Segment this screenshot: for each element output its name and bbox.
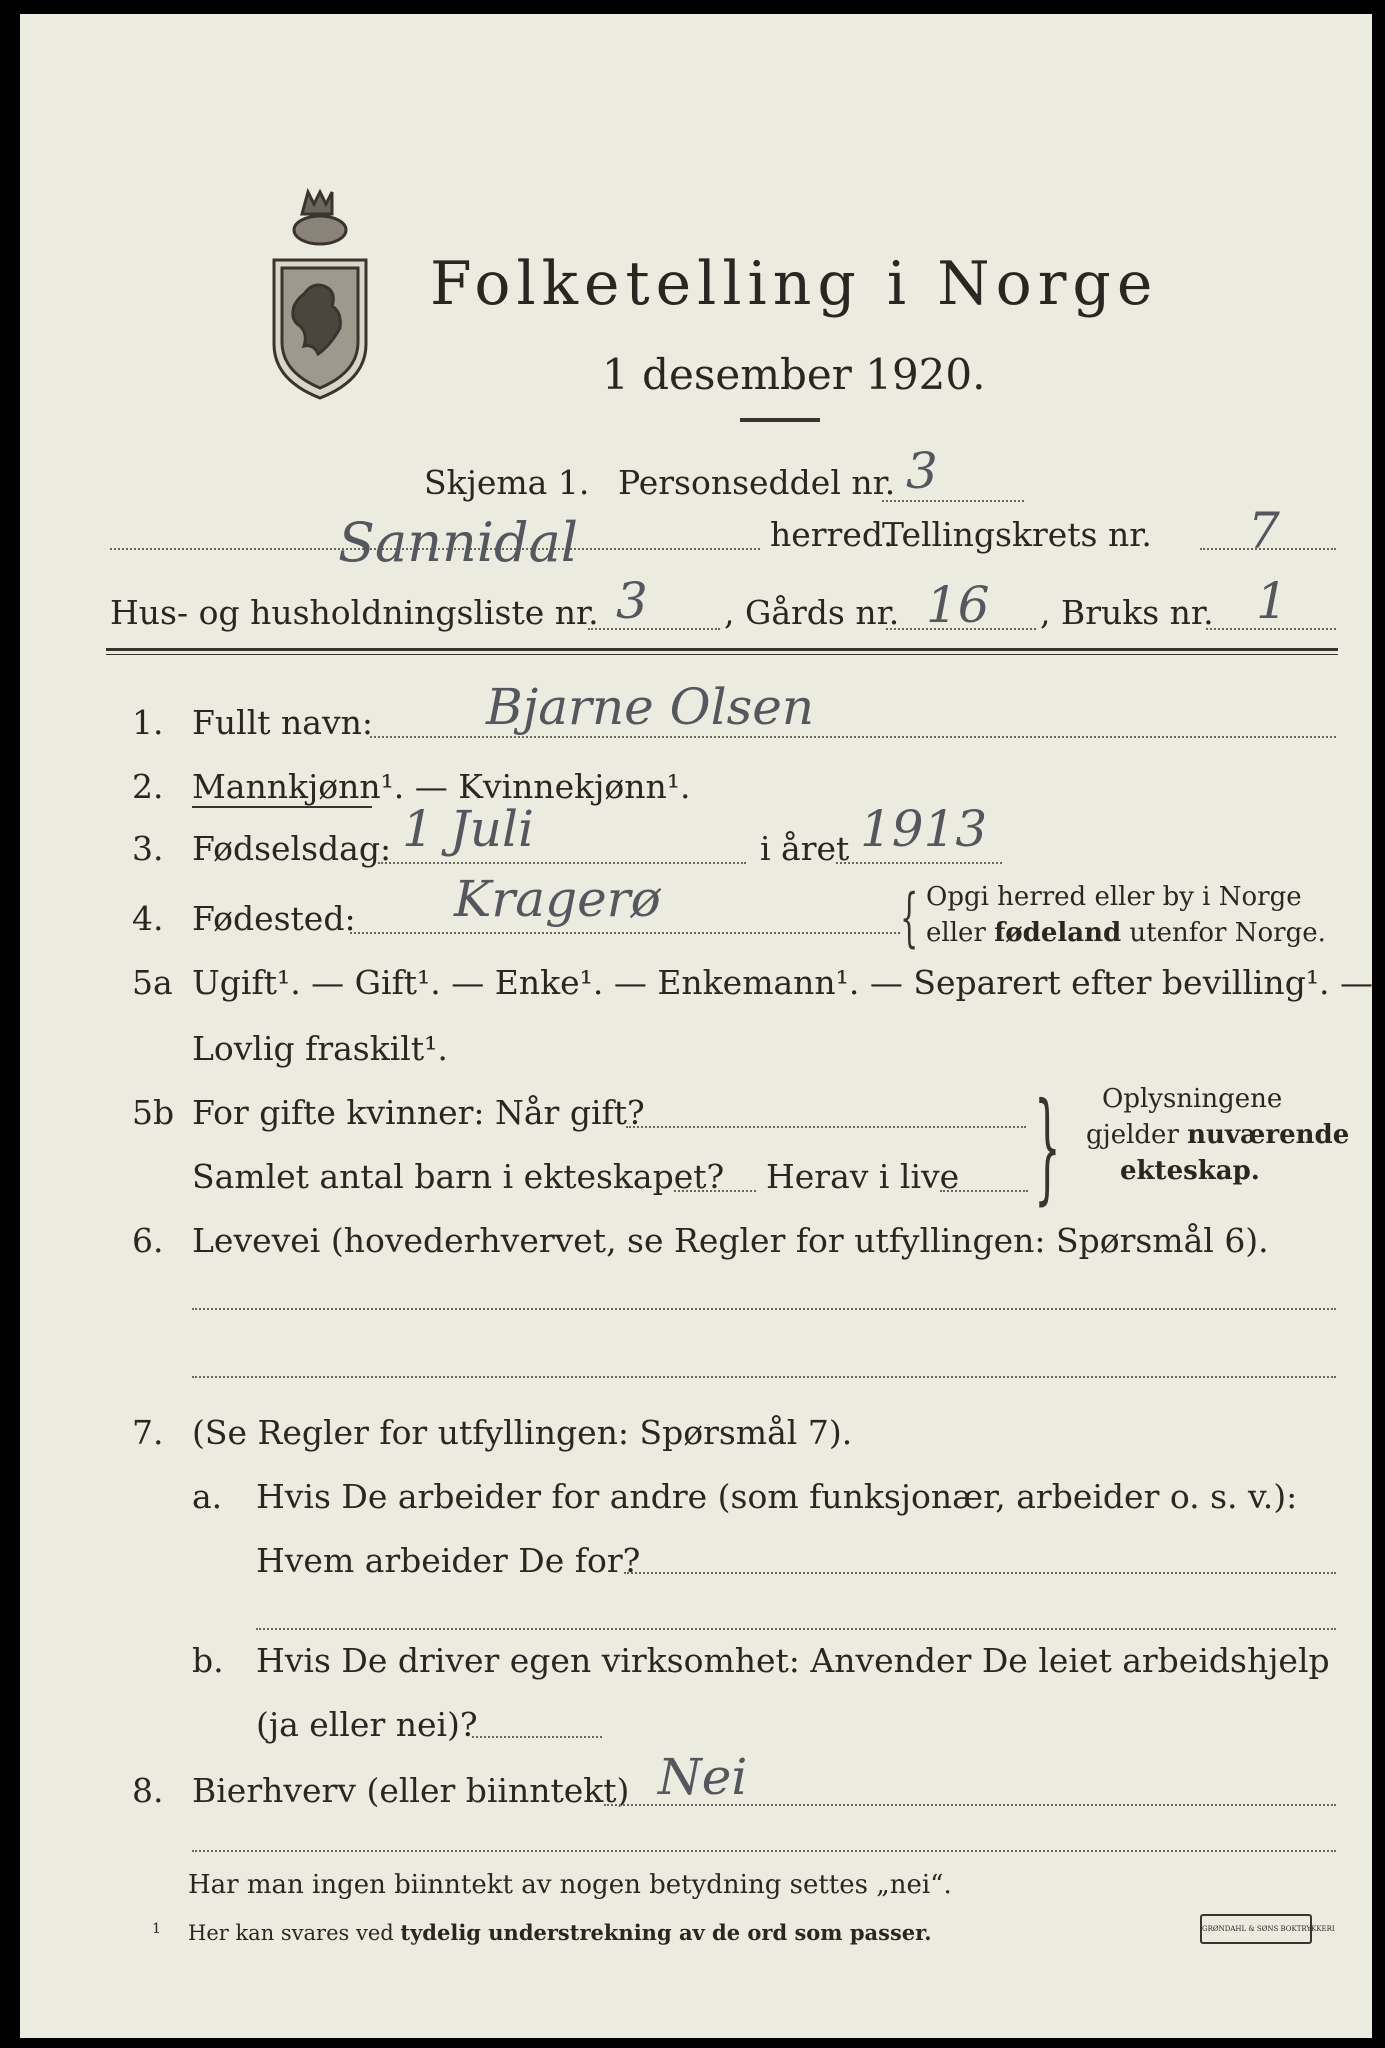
printer-stamp: GRØNDAHL & SØNS BOKTRYKKERI <box>1200 1914 1312 1944</box>
q6-field-line-1 <box>192 1308 1336 1310</box>
q3-year-value: 1913 <box>860 800 988 858</box>
q3-field-line <box>378 862 746 864</box>
q5b-line2: Samlet antal barn i ekteskapet? <box>192 1157 725 1196</box>
coat-of-arms-icon <box>260 184 380 404</box>
q5b-children-field-line <box>674 1190 756 1192</box>
gards-value: 16 <box>926 576 990 634</box>
q8-field-line-2 <box>192 1850 1336 1852</box>
q8-label: Bierhverv (eller biinntekt) <box>192 1771 630 1810</box>
q7-label: (Se Regler for utfyllingen: Spørsmål 7). <box>192 1413 853 1452</box>
bruks-label: , Bruks nr. <box>1040 593 1214 632</box>
q8-note: Har man ingen biinntekt av nogen betydning settes „nei“. <box>188 1870 952 1900</box>
personseddel-value: 3 <box>906 442 938 500</box>
q5a-number: 5a <box>132 963 173 1002</box>
page-title: Folketelling i Norge <box>430 249 1159 319</box>
q6-label: Levevei (hovederhvervet, se Regler for utfyllingen: Spørsmål 6). <box>192 1221 1269 1260</box>
personseddel-label: Personseddel nr. <box>618 463 896 502</box>
q5b-note-brace: } <box>1034 1078 1061 1217</box>
q5b-number: 5b <box>132 1093 175 1132</box>
q5b-note-line2: gjelder nuværende <box>1086 1120 1350 1150</box>
q5b-line2b: Herav i live <box>766 1157 960 1196</box>
q4-value: Kragerø <box>454 870 661 928</box>
q6-field-line-2 <box>192 1376 1336 1378</box>
q3-value: 1 Juli <box>402 800 534 858</box>
q1-number: 1. <box>132 703 164 742</box>
q5b-line1: For gifte kvinner: Når gift? <box>192 1093 645 1132</box>
husliste-field-line <box>588 628 720 630</box>
q2-label: Mannkjønn¹. — Kvinnekjønn¹. <box>192 767 691 806</box>
footnote-marker: 1 <box>152 1921 161 1937</box>
q1-field-line <box>370 736 1336 738</box>
q7a-line1: Hvis De arbeider for andre (som funksjonær, arbeider o. s. v.): <box>256 1477 1298 1516</box>
q2-number: 2. <box>132 767 164 806</box>
q7-number: 7. <box>132 1413 164 1452</box>
tellingskrets-label: Tellingskrets nr. <box>882 515 1152 554</box>
q1-value: Bjarne Olsen <box>486 678 815 736</box>
paper-sheet <box>20 14 1372 2038</box>
q4-label: Fødested: <box>192 899 356 938</box>
header-rule <box>106 648 1338 651</box>
q7a-field-line-1 <box>624 1572 1336 1574</box>
q4-number: 4. <box>132 899 164 938</box>
q5b-alive-field-line <box>940 1190 1028 1192</box>
q8-value: Nei <box>658 1748 748 1806</box>
q7b-line2: (ja eller nei)? <box>256 1705 478 1744</box>
q6-number: 6. <box>132 1221 164 1260</box>
q3-year-label: i året <box>760 829 850 868</box>
gards-label: , Gårds nr. <box>724 593 900 632</box>
q4-field-line <box>350 932 900 934</box>
q7a-line2: Hvem arbeider De for? <box>256 1541 641 1580</box>
q3-year-field-line <box>836 862 1002 864</box>
q8-number: 8. <box>132 1771 164 1810</box>
schema-label: Skjema 1. <box>424 463 590 502</box>
q3-number: 3. <box>132 829 164 868</box>
husliste-value: 3 <box>616 572 648 630</box>
husliste-label: Hus- og husholdningsliste nr. <box>110 593 599 632</box>
bruks-value: 1 <box>1256 572 1288 630</box>
q3-label: Fødselsdag: <box>192 829 392 868</box>
q4-note-line2: eller fødeland utenfor Norge. <box>926 918 1326 948</box>
footnote-text: Her kan svares ved tydelig understrekning av de ord som passer. <box>188 1920 932 1945</box>
q7a-letter: a. <box>192 1477 223 1516</box>
q7b-letter: b. <box>192 1641 224 1680</box>
herred-value: Sannidal <box>338 511 579 574</box>
q4-note-line1: Opgi herred eller by i Norge <box>926 882 1302 912</box>
q5b-note-line3: ekteskap. <box>1120 1156 1260 1186</box>
q5a-line2: Lovlig fraskilt¹. <box>192 1029 448 1068</box>
census-date: 1 desember 1920. <box>602 350 986 399</box>
q5b-note-line1: Oplysningene <box>1102 1084 1283 1114</box>
q7b-line1: Hvis De driver egen virksomhet: Anvender De leiet arbeidshjelp <box>256 1641 1330 1680</box>
q1-label: Fullt navn: <box>192 703 373 742</box>
personseddel-field-line <box>882 500 1024 502</box>
q5b-married-field-line <box>626 1126 1026 1128</box>
q4-note-brace: { <box>900 881 919 955</box>
herred-label: herred. <box>770 515 894 554</box>
q7a-field-line-2 <box>256 1628 1336 1630</box>
tellingskrets-value: 7 <box>1248 502 1280 560</box>
q5a-line1: Ugift¹. — Gift¹. — Enke¹. — Enkemann¹. — Separert efter bevilling¹. — <box>192 963 1374 1002</box>
q7b-field-line <box>472 1736 602 1738</box>
q2-underline <box>192 806 372 808</box>
header-rule-thin <box>106 654 1338 655</box>
title-divider <box>740 418 820 422</box>
